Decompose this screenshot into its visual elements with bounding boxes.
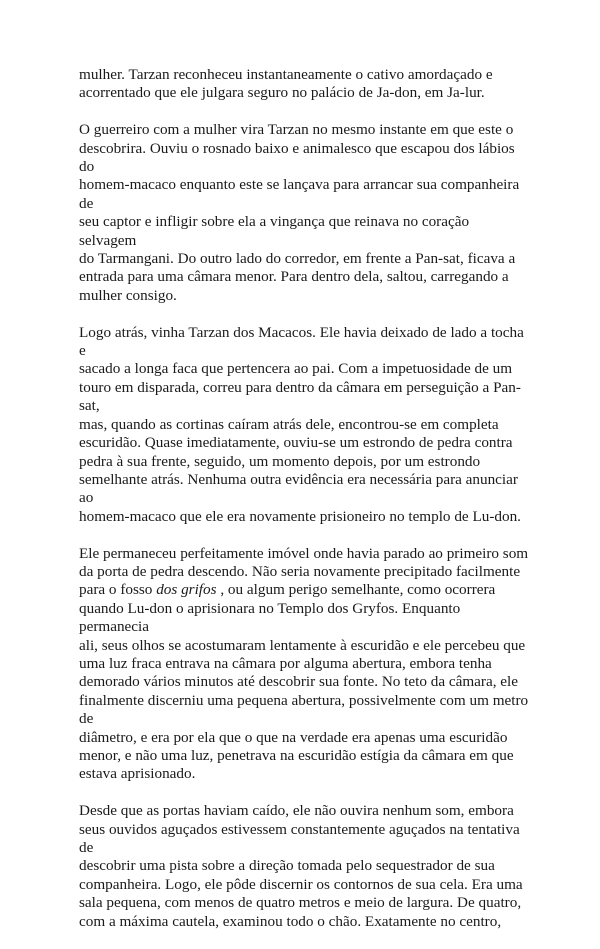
paragraph: [79, 324, 529, 526]
text-line: entrada para uma câmara menor. Para dentro dela, saltou, carregando a: [79, 268, 509, 286]
text-segment: , ou algum perigo semelhante, como ocorrera: [216, 581, 496, 599]
text-line: O guerreiro com a mulher vira Tarzan no mesmo instante em que este o: [79, 121, 514, 139]
text-line: da porta de pedra descendo. Não seria novamente precipitado facilmente: [79, 562, 521, 580]
text-line: homem-macaco que ele era novamente prisioneiro no templo de Lu-don.: [79, 507, 521, 525]
text-line: Desde que as portas haviam caído, ele não ouvira nenhum som, embora: [79, 802, 514, 820]
text-line: diâmetro, e era por ela que o que na verdade era apenas uma escuridão: [79, 728, 508, 746]
text-line: do Tarmangani. Do outro lado do corredor, em frente a Pan-sat, ficava a: [79, 250, 516, 268]
text-line: mulher. Tarzan reconheceu instantaneamente o cativo amordaçado e: [79, 66, 493, 83]
text-line: sala pequena, com menos de quatro metros e meio de largura. De quatro,: [79, 894, 522, 912]
text-line: uma luz fraca entrava na câmara por alguma abertura, embora tenha: [79, 654, 492, 672]
text-line: descobrira. Ouviu o rosnado baixo e animalesco que escapou dos lábios do: [79, 139, 515, 176]
text-line: escuridão. Quase imediatamente, ouviu-se um estrondo de pedra contra: [79, 434, 513, 452]
italic-term: dos grifos: [156, 581, 217, 599]
text-line: menor, e não uma luz, penetrava na escuridão estígia da câmara em que: [79, 746, 514, 764]
text-line: seu captor e infligir sobre ela a vingança que reinava no coração selvagem: [79, 213, 470, 249]
text-line: companheira. Logo, ele pôde discernir os contornos de sua cela. Era uma: [79, 875, 523, 893]
text-line: touro em disparada, correu para dentro da câmara em perseguição a Pan-sat,: [79, 378, 521, 415]
text-line: quando Lu-don o aprisionara no Templo dos Gryfos. Enquanto permanecia: [79, 599, 461, 636]
text-line: homem-macaco enquanto este se lançava para arrancar sua companheira de: [79, 176, 520, 212]
text-line: com a máxima cautela, examinou todo o chão. Exatamente no centro,: [79, 912, 502, 930]
text-line: seus ouvidos aguçados estivessem constantemente aguçados na tentativa de: [79, 820, 520, 856]
document-page: [79, 66, 529, 949]
text-line: mulher consigo.: [79, 286, 177, 304]
text-line: pedra à sua frente, seguido, um momento depois, por um estrondo: [79, 452, 481, 470]
text-line: finalmente discerniu uma pequena abertura, possivelmente com um metro de: [79, 691, 529, 728]
text-line: sacado a longa faca que pertencera ao pai. Com a impetuosidade de um: [79, 360, 513, 378]
paragraph: [79, 66, 529, 103]
text-line: semelhante atrás. Nenhuma outra evidência era necessária para anunciar ao: [79, 470, 518, 507]
text-line: Ele permaneceu perfeitamente imóvel onde havia parado ao primeiro som: [79, 544, 529, 562]
text-line: [79, 581, 495, 598]
paragraph: [79, 545, 529, 784]
paragraph: [79, 121, 529, 305]
text-line: Logo atrás, vinha Tarzan dos Macacos. Ele havia deixado de lado a tocha e: [79, 323, 524, 360]
text-line: estava aprisionado.: [79, 765, 196, 783]
text-line: demorado vários minutos até descobrir sua fonte. No teto da câmara, ele: [79, 673, 519, 691]
text-line: ali, seus olhos se acostumaram lentamente à escuridão e ele percebeu que: [79, 636, 526, 654]
text-line: acorrentado que ele julgara seguro no palácio de Ja-don, em Ja-lur.: [79, 84, 485, 102]
text-line: descobrir uma pista sobre a direção tomada pelo sequestrador de sua: [79, 857, 495, 875]
text-segment: para o fosso: [79, 581, 157, 599]
text-line: mas, quando as cortinas caíram atrás dele, encontrou-se em completa: [79, 415, 499, 433]
paragraph: [79, 802, 529, 931]
